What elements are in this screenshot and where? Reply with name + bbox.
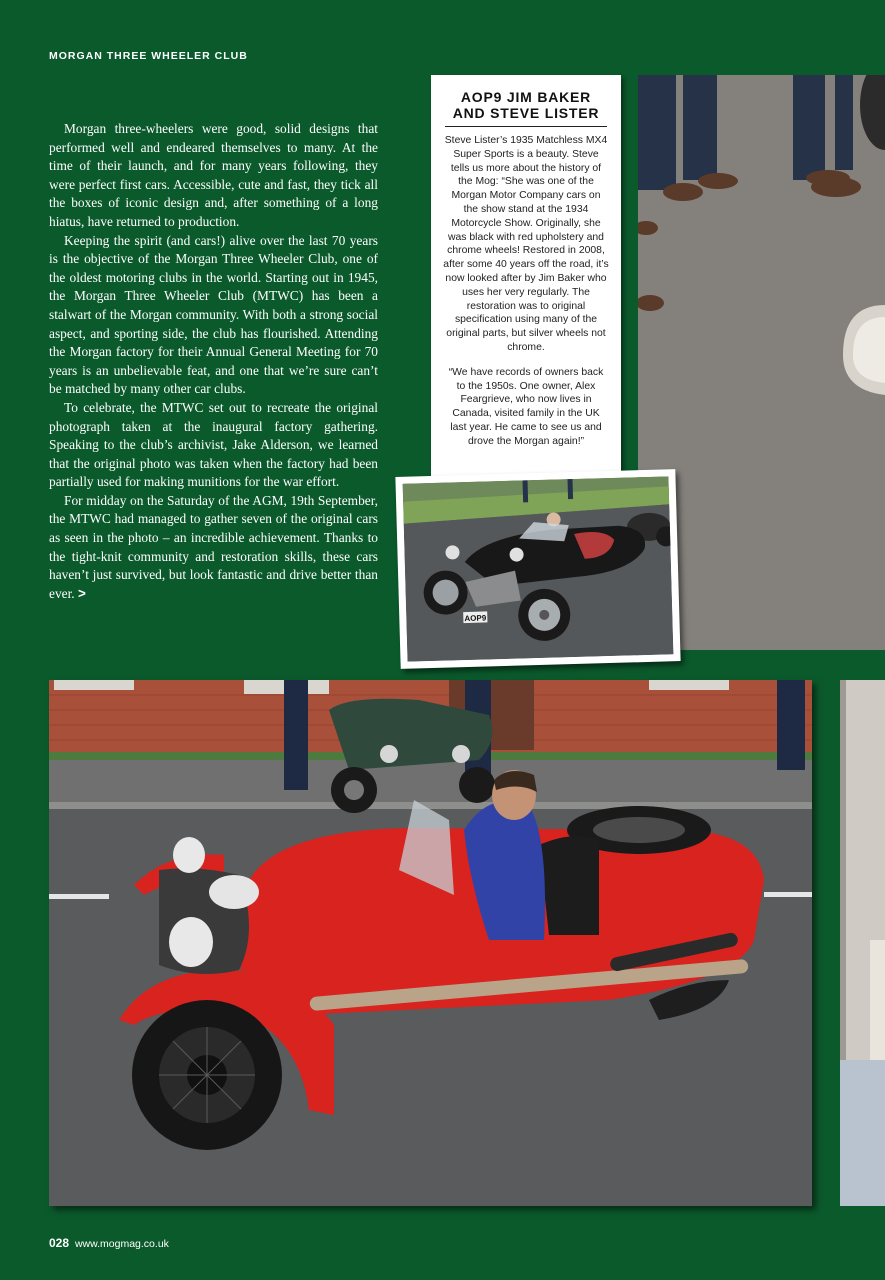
article-paragraph: To celebrate, the MTWC set out to recreate the original photograph taken at the inaugural factory gathering. Speaking to the club’s archivist, Jake Alderson, we learned that the original photo was taken when the factory had been partially used for making munitions for the war effort. xyxy=(49,399,378,490)
article-paragraph xyxy=(49,492,378,604)
article-paragraph: Morgan three-wheelers were good, solid designs that performed well and endeared themselves to many. At the time of their launch, and for many years following, they were perfect first cars. Accessible, cute and fast, they tick all the boxes of iconic design and, after something of a long hiatus, have returned to production. xyxy=(49,121,378,229)
article-body xyxy=(49,120,378,603)
sidebar-paragraph: Steve Lister’s 1935 Matchless MX4 Super Sports is a beauty. Steve tells us more about the history of the Mog: “She was one of the Morgan Motor Company cars on the show stand at the 1934 Motorcycle Show. Originally, she was black with red upholstery and chrome wheels! Restored in 2008, after some 40 years off the road, it’s now looked after by Jim Baker who uses her very regularly. The restoration was to original specification using many of the original parts, but silver wheels not chrome. xyxy=(443,135,609,353)
sidebar-box xyxy=(431,75,621,480)
article-paragraph: Keeping the spirit (and cars!) alive over the last 70 years is the objective of the Morgan Three Wheeler Club, one of the oldest motoring clubs in the world. Starting out in 1945, the Morgan Three Wheeler Club (MTWC) has been a stalwart of the Morgan community. With both a strong social aspect, and sporting side, the club has flourished. Attending the Morgan factory for their Annual General Meeting for 70 years is an unbelievable feat, and one that we’re sure can’t be matched by many other car clubs. xyxy=(49,232,378,397)
photo-inset-frame xyxy=(395,469,680,669)
continue-arrow-icon: > xyxy=(78,585,86,601)
photo-adjacent-edge xyxy=(840,680,885,1206)
photo-black-morgan xyxy=(403,476,674,661)
sidebar-title-line2: AND STEVE LISTER xyxy=(452,105,600,121)
sidebar-paragraph: “We have records of owners back to the 1950s. One owner, Alex Feargrieve, who now lives in Canada, visited family in the UK last year. He came to see us and drove the Morgan again!” xyxy=(448,366,604,447)
section-label: MORGAN THREE WHEELER CLUB xyxy=(49,50,248,62)
article-paragraph-text: For midday on the Saturday of the AGM, 19th September, the MTWC had managed to gather seven of the original cars as seen in the photo – an incredible achievement. Thanks to the tight-knit community and restoration skills, these cars haven’t just survived, but look fantastic and drive better than ever. xyxy=(49,492,378,601)
page-footer xyxy=(49,1236,169,1250)
page-number: 028 xyxy=(49,1236,70,1250)
sidebar-title xyxy=(445,89,607,127)
sidebar-title-line1: AOP9 JIM BAKER xyxy=(460,89,592,105)
photo-red-morgan xyxy=(49,680,812,1206)
footer-url[interactable]: www.mogmag.co.uk xyxy=(74,1238,169,1250)
number-plate: AOP9 xyxy=(464,613,487,624)
